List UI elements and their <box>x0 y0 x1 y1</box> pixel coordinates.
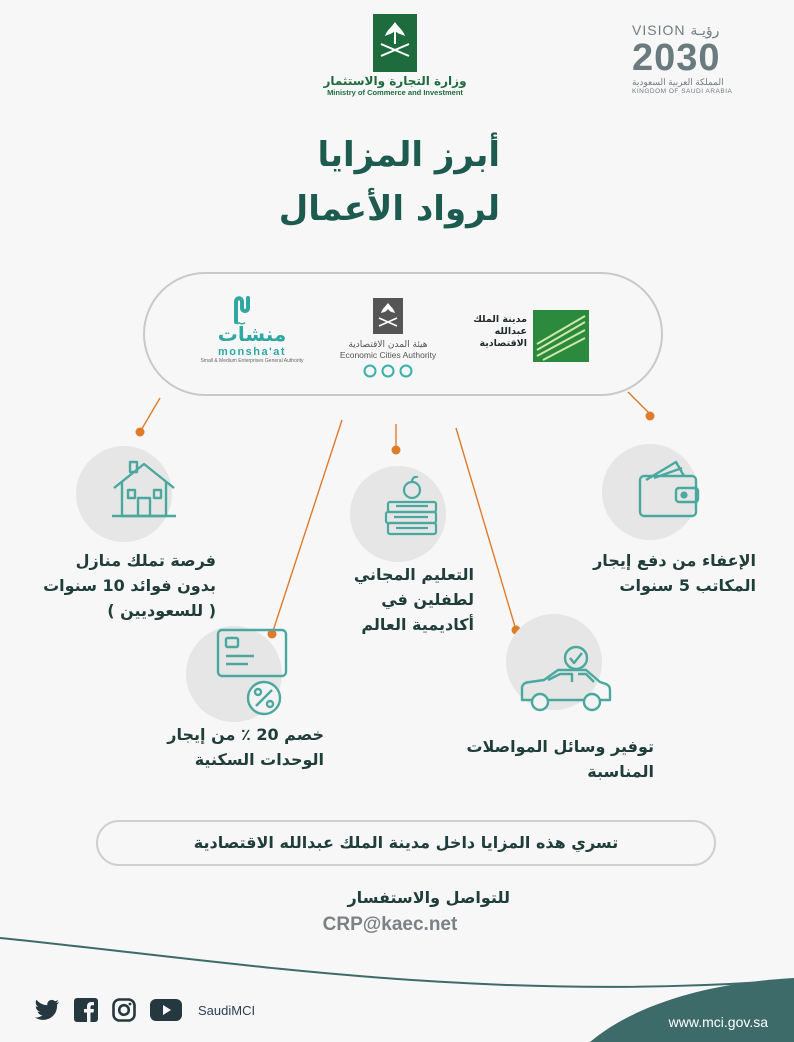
vision-country-en: KINGDOM OF SAUDI ARABIA <box>632 88 733 95</box>
discount-card-icon <box>214 624 288 718</box>
contact-email[interactable]: CRP@kaec.net <box>322 914 458 935</box>
monshaat-subtitle: Small & Medium Enterprises General Authority <box>200 358 304 364</box>
wallet-icon <box>636 458 702 522</box>
website-link[interactable]: www.mci.gov.sa <box>668 1014 768 1030</box>
benefit-education-text: التعليم المجاني لطفلين في أكاديمية العالم <box>353 565 474 634</box>
benefit-transport-text: توفير وسائل المواصلات المناسبة <box>466 737 654 781</box>
eca-name-en: Economic Cities Authority <box>339 350 437 360</box>
vision-year: 2030 <box>632 37 721 79</box>
title-line-2: لرواد الأعمال <box>278 189 500 229</box>
books-apple-icon <box>382 476 442 538</box>
car-icon <box>516 644 614 720</box>
dot-offices <box>646 412 655 421</box>
kaec-name-ar: مدينة الملك عبدالله الاقتصادية <box>473 314 527 349</box>
social-links <box>34 994 255 1026</box>
twitter-icon[interactable] <box>34 999 60 1021</box>
benefit-offices-text: الإعفاء من دفع إيجار المكاتب 5 سنوات <box>593 551 756 595</box>
youtube-icon[interactable] <box>150 999 182 1021</box>
ministry-name-en: Ministry of Commerce and Investment <box>327 88 463 97</box>
benefits-scope-text: تسري هذه المزايا داخل مدينة الملك عبدالله الاقتصادية <box>193 833 619 852</box>
vision-label: VISION رؤيـة <box>632 22 720 38</box>
eca-name-ar: هيئة المدن الاقتصادية <box>348 340 428 350</box>
ministry-name-ar: وزارة التجارة والاستثمار <box>323 74 467 88</box>
connector-homes <box>140 398 160 432</box>
monshaat-name-ar: منشآت <box>217 322 287 346</box>
instagram-icon[interactable] <box>112 998 136 1022</box>
benefit-homes-text: فرصة تملك منازل بدون فوائد 10 سنوات ( للسعوديين ) <box>43 551 216 620</box>
benefit-discount-text: خصم 20 ٪ من إيجار الوحدات السكنية <box>167 725 324 769</box>
monshaat-name-en: monsha'at <box>217 346 287 358</box>
title-line-1: أبرز المزايا <box>317 135 500 175</box>
dot-homes <box>136 428 145 437</box>
facebook-icon[interactable] <box>74 998 98 1022</box>
house-icon <box>108 458 180 522</box>
connector-offices <box>628 392 650 414</box>
benefits-scope-note <box>96 820 716 866</box>
social-handle: SaudiMCI <box>198 1002 256 1018</box>
contact-label: للتواصل والاستفسار <box>347 888 510 907</box>
dot-education <box>392 446 401 455</box>
vision-country-ar: المملكة العربية السعودية <box>632 77 724 87</box>
